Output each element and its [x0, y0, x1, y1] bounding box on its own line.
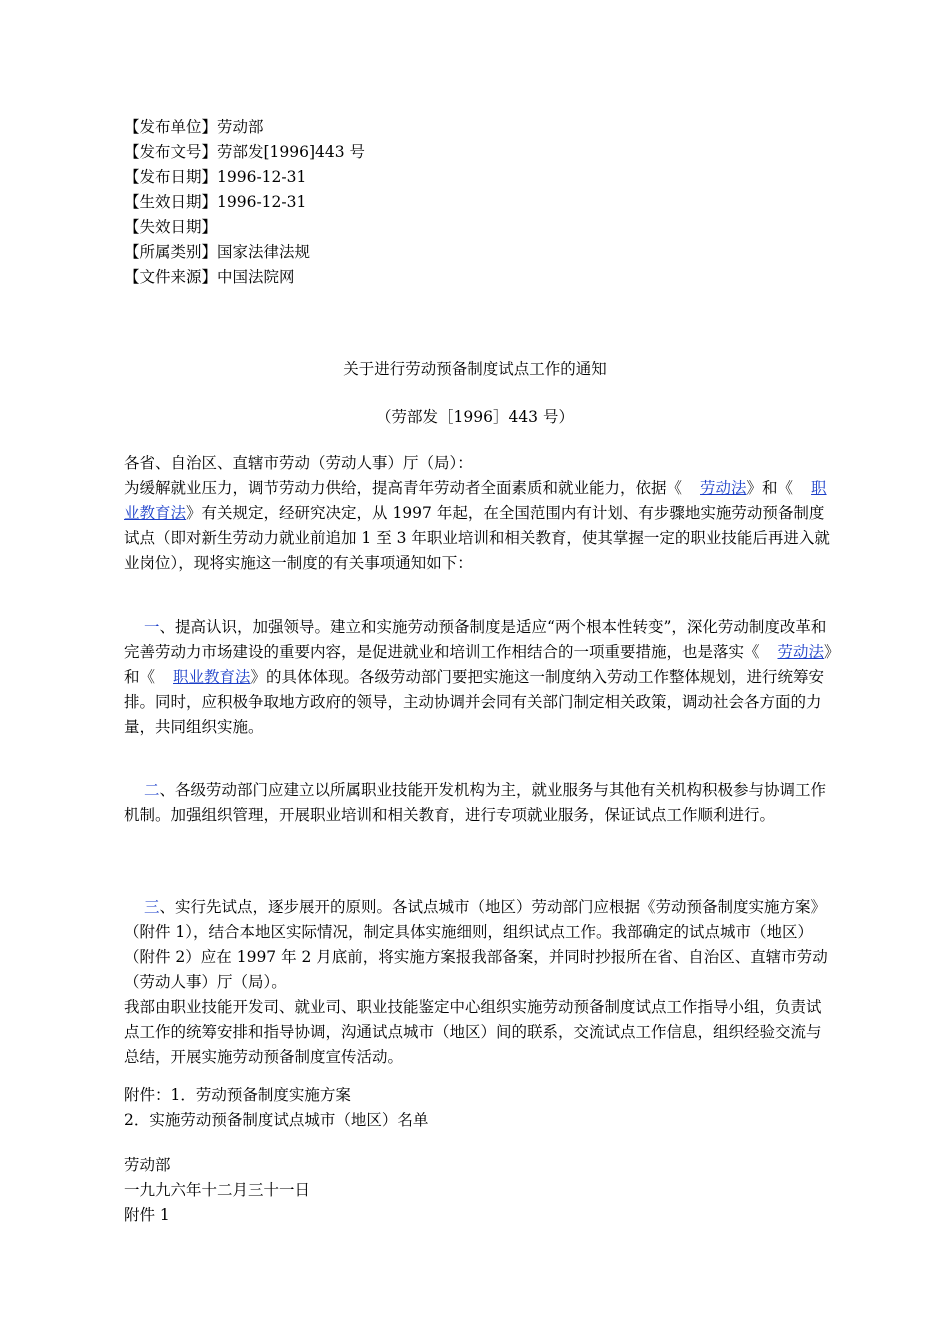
meta-category: 【所属类别】国家法律法规	[124, 243, 311, 261]
section-two-number: 二	[144, 781, 160, 799]
meta-issue-date: 【发布日期】1996-12-31	[124, 168, 307, 186]
labour-law-link[interactable]: 劳动法	[700, 479, 747, 497]
labour-law-link[interactable]: 劳动法	[777, 643, 825, 661]
intro-text-3: 》有关规定，经研究决定，从 1997 年起，在全国范围内有计划、有步骤地实施劳动预备制度试点（即对新生劳动力就业前追加 1 至 3 年职业培训和相关教育，使其掌握一定的职业技能后再进入就业岗位），现将实施这一制度的有关事项通知如下：	[124, 504, 830, 572]
section-one-number: 一	[144, 618, 160, 636]
meta-source: 【文件来源】中国法院网	[124, 268, 295, 286]
section-three	[124, 895, 834, 1070]
section-one-text-3: 》的具体体现。各级劳动部门要把实施这一制度纳入劳动工作整体规划，进行统筹安排。同时，应积极争取地方政府的领导，主动协调并会同有关部门制定相关政策，调动社会各方面的力量，共同组织实施。	[124, 668, 825, 736]
section-three-text: 、实行先试点，逐步展开的原则。各试点城市（地区）劳动部门应根据《劳动预备制度实施方案》（附件 1），结合本地区实际情况，制定具体实施细则，组织试点工作。我部确定的试点城市（地区）（附件 2）应在 1997 年 2 月底前，将实施方案报我部备案，并同时抄报所在省、自治区、直辖市劳动（劳动人事）厅（局）。	[124, 898, 828, 991]
meta-expiry-date: 【失效日期】	[124, 218, 218, 236]
salutation: 各省、自治区、直辖市劳动（劳动人事）厅（局）：	[124, 454, 473, 472]
meta-effective-date: 【生效日期】1996-12-31	[124, 193, 307, 211]
signature-date: 一九九六年十二月三十一日	[124, 1181, 311, 1199]
section-three-paragraph	[124, 895, 834, 995]
paragraph-four: 我部由职业技能开发司、就业司、职业技能鉴定中心组织实施劳动预备制度试点工作指导小组，负责试点工作的统筹安排和指导协调，沟通试点城市（地区）间的联系，交流试点工作信息，组织经验交流与总结，开展实施劳动预备制度宣传活动。	[124, 998, 822, 1066]
intro-block	[124, 451, 834, 576]
section-one	[124, 615, 834, 740]
intro-text-2: 》和《	[746, 479, 794, 497]
section-two-text: 、各级劳动部门应建立以所属职业技能开发机构为主，就业服务与其他有关机构积极参与协调工作机制。加强组织管理，开展职业培训和相关教育，进行专项就业服务，保证试点工作顺利进行。	[124, 781, 827, 824]
attachment-line-1: 附件：1．劳动预备制度实施方案	[124, 1086, 351, 1104]
section-one-paragraph	[124, 615, 834, 740]
attachment-line-2: 2．实施劳动预备制度试点城市（地区）名单	[124, 1111, 429, 1129]
section-three-number: 三	[144, 898, 160, 916]
meta-doc-number: 【发布文号】劳部发[1996]443 号	[124, 143, 366, 161]
meta-issuer: 【发布单位】劳动部	[124, 118, 264, 136]
signature-org: 劳动部	[124, 1156, 171, 1174]
metadata-block	[124, 115, 365, 290]
section-two-paragraph	[124, 778, 834, 828]
signature-block	[124, 1153, 834, 1228]
intro-paragraph	[124, 476, 834, 576]
section-two	[124, 778, 834, 828]
attachments-block	[124, 1083, 834, 1133]
notice-doc-number: （劳部发［1996］443 号）	[376, 408, 574, 426]
appendix-label: 附件 1	[124, 1206, 170, 1224]
vocational-education-law-link[interactable]: 职业教育法	[124, 479, 827, 522]
section-one-text-2: 》和《	[124, 643, 832, 686]
notice-title: 关于进行劳动预备制度试点工作的通知	[343, 360, 607, 378]
section-one-text-1: 、提高认识，加强领导。建立和实施劳动预备制度是适应“两个根本性转变”，深化劳动制度改革和完善劳动力市场建设的重要内容，是促进就业和培训工作相结合的一项重要措施，也是落实《	[124, 618, 827, 661]
vocational-education-law-link[interactable]: 职业教育法	[173, 668, 251, 686]
intro-text-1: 为缓解就业压力，调节劳动力供给，提高青年劳动者全面素质和就业能力，依据《	[124, 479, 683, 497]
